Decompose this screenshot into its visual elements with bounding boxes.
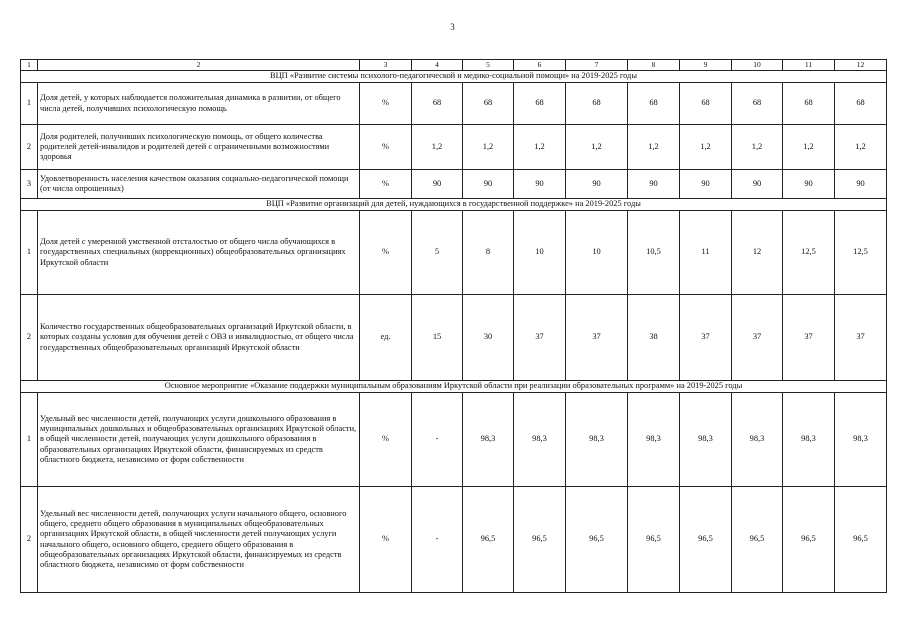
indicator-name: Удельный вес численности детей, получающих услуги начального общего, основного общего, среднего общего образования в муниципальных общеобразовательных организациях Иркутской области, в общей численности детей получающих услуги начального общего, основного общего, среднего общего образования в общеобразовательных организациях Иркутской области, финансируемых из средств областного бюджета, независимо от форм собственности [38,487,360,593]
value-cell: 96,5 [732,487,783,593]
table-row [21,170,887,199]
value-cell: 10 [566,211,628,295]
header-cell: 5 [463,60,514,71]
section-title: Основное мероприятие «Оказание поддержки муниципальным образованиям Иркутской области при реализации образовательных программ» на 2019-2025 годы [21,381,887,393]
value-cell: 90 [412,170,463,199]
indicator-name: Доля детей с умеренной умственной отсталостью от общего числа обучающихся в государственных специальных (коррекционных) общеобразовательных организациях Иркутской области [38,211,360,295]
value-cell: 68 [514,83,566,125]
value-cell: 96,5 [783,487,835,593]
header-cell: 2 [38,60,360,71]
value-cell: 90 [514,170,566,199]
row-number: 2 [21,295,38,381]
value-cell: 98,3 [732,393,783,487]
header-cell: 7 [566,60,628,71]
header-cell: 3 [360,60,412,71]
row-number: 1 [21,83,38,125]
value-cell: 1,2 [732,125,783,170]
value-cell: 1,2 [412,125,463,170]
value-cell: 98,3 [835,393,887,487]
value-cell: 98,3 [783,393,835,487]
unit-cell: % [360,393,412,487]
section-title-row [21,71,887,83]
value-cell: 1,2 [680,125,732,170]
indicator-name: Удельный вес численности детей, получающих услуги дошкольного образования в муниципальных дошкольных и общеобразовательных организациях Иркутской области, в общей численности детей, получающих услуги дошкольного образования в образовательных организациях Иркутской области, финансируемых из средств областного бюджета, независимо от форм собственности [38,393,360,487]
value-cell: 1,2 [628,125,680,170]
value-cell: 96,5 [514,487,566,593]
value-cell: - [412,487,463,593]
indicator-name: Доля родителей, получивших психологическую помощь, от общего количества родителей детей-инвалидов и родителей детей с ограниченными возможностями здоровья [38,125,360,170]
section-title: ВЦП «Развитие системы психолого-педагогической и медико-социальной помощи» на 2019-2025 годы [21,71,887,83]
value-cell: 90 [566,170,628,199]
value-cell: 96,5 [628,487,680,593]
value-cell: 98,3 [680,393,732,487]
value-cell: 90 [732,170,783,199]
value-cell: 1,2 [566,125,628,170]
value-cell: 68 [412,83,463,125]
value-cell: 10,5 [628,211,680,295]
value-cell: 90 [680,170,732,199]
table-row [21,83,887,125]
value-cell: 12 [732,211,783,295]
value-cell: 37 [835,295,887,381]
unit-cell: % [360,170,412,199]
value-cell: 68 [680,83,732,125]
value-cell: 96,5 [835,487,887,593]
header-cell: 6 [514,60,566,71]
value-cell: 37 [783,295,835,381]
table-row [21,487,887,593]
value-cell: 11 [680,211,732,295]
header-cell: 10 [732,60,783,71]
row-number: 1 [21,211,38,295]
value-cell: 1,2 [783,125,835,170]
value-cell: 68 [783,83,835,125]
table-row [21,211,887,295]
section-title: ВЦП «Развитие организаций для детей, нуждающихся в государственной поддержке» на 2019-2025 годы [21,199,887,211]
value-cell: 12,5 [783,211,835,295]
value-cell: 68 [628,83,680,125]
value-cell: - [412,393,463,487]
value-cell: 37 [514,295,566,381]
page-number: 3 [450,22,455,32]
indicator-name: Количество государственных общеобразовательных организаций Иркутской области, в которых созданы условия для обучения детей с ОВЗ и инвалидностью, от общего числа государственных общеобразовательных организаций Иркутской области [38,295,360,381]
row-number: 1 [21,393,38,487]
unit-cell: % [360,83,412,125]
value-cell: 37 [732,295,783,381]
value-cell: 96,5 [680,487,732,593]
row-number: 3 [21,170,38,199]
value-cell: 90 [628,170,680,199]
value-cell: 96,5 [566,487,628,593]
value-cell: 68 [566,83,628,125]
value-cell: 68 [835,83,887,125]
section-title-row [21,381,887,393]
header-cell: 11 [783,60,835,71]
value-cell: 90 [783,170,835,199]
indicators-table [20,59,887,593]
value-cell: 38 [628,295,680,381]
value-cell: 5 [412,211,463,295]
header-row [21,60,887,71]
value-cell: 15 [412,295,463,381]
value-cell: 1,2 [463,125,514,170]
value-cell: 98,3 [463,393,514,487]
value-cell: 30 [463,295,514,381]
value-cell: 90 [835,170,887,199]
unit-cell: % [360,125,412,170]
value-cell: 12,5 [835,211,887,295]
value-cell: 90 [463,170,514,199]
value-cell: 1,2 [835,125,887,170]
value-cell: 37 [680,295,732,381]
value-cell: 8 [463,211,514,295]
header-cell: 4 [412,60,463,71]
value-cell: 98,3 [514,393,566,487]
value-cell: 37 [566,295,628,381]
unit-cell: % [360,211,412,295]
header-cell: 8 [628,60,680,71]
row-number: 2 [21,125,38,170]
value-cell: 68 [463,83,514,125]
header-cell: 9 [680,60,732,71]
value-cell: 98,3 [566,393,628,487]
table-row [21,393,887,487]
value-cell: 68 [732,83,783,125]
value-cell: 1,2 [514,125,566,170]
unit-cell: ед. [360,295,412,381]
value-cell: 10 [514,211,566,295]
row-number: 2 [21,487,38,593]
header-cell: 1 [21,60,38,71]
unit-cell: % [360,487,412,593]
table-row [21,125,887,170]
value-cell: 98,3 [628,393,680,487]
indicator-name: Удовлетворенность населения качеством оказания социально-педагогической помощи (от числа опрошенных) [38,170,360,199]
header-cell: 12 [835,60,887,71]
section-title-row [21,199,887,211]
value-cell: 96,5 [463,487,514,593]
indicator-name: Доля детей, у которых наблюдается положительная динамика в развитии, от общего числа детей, получивших психологическую помощь [38,83,360,125]
table-row [21,295,887,381]
